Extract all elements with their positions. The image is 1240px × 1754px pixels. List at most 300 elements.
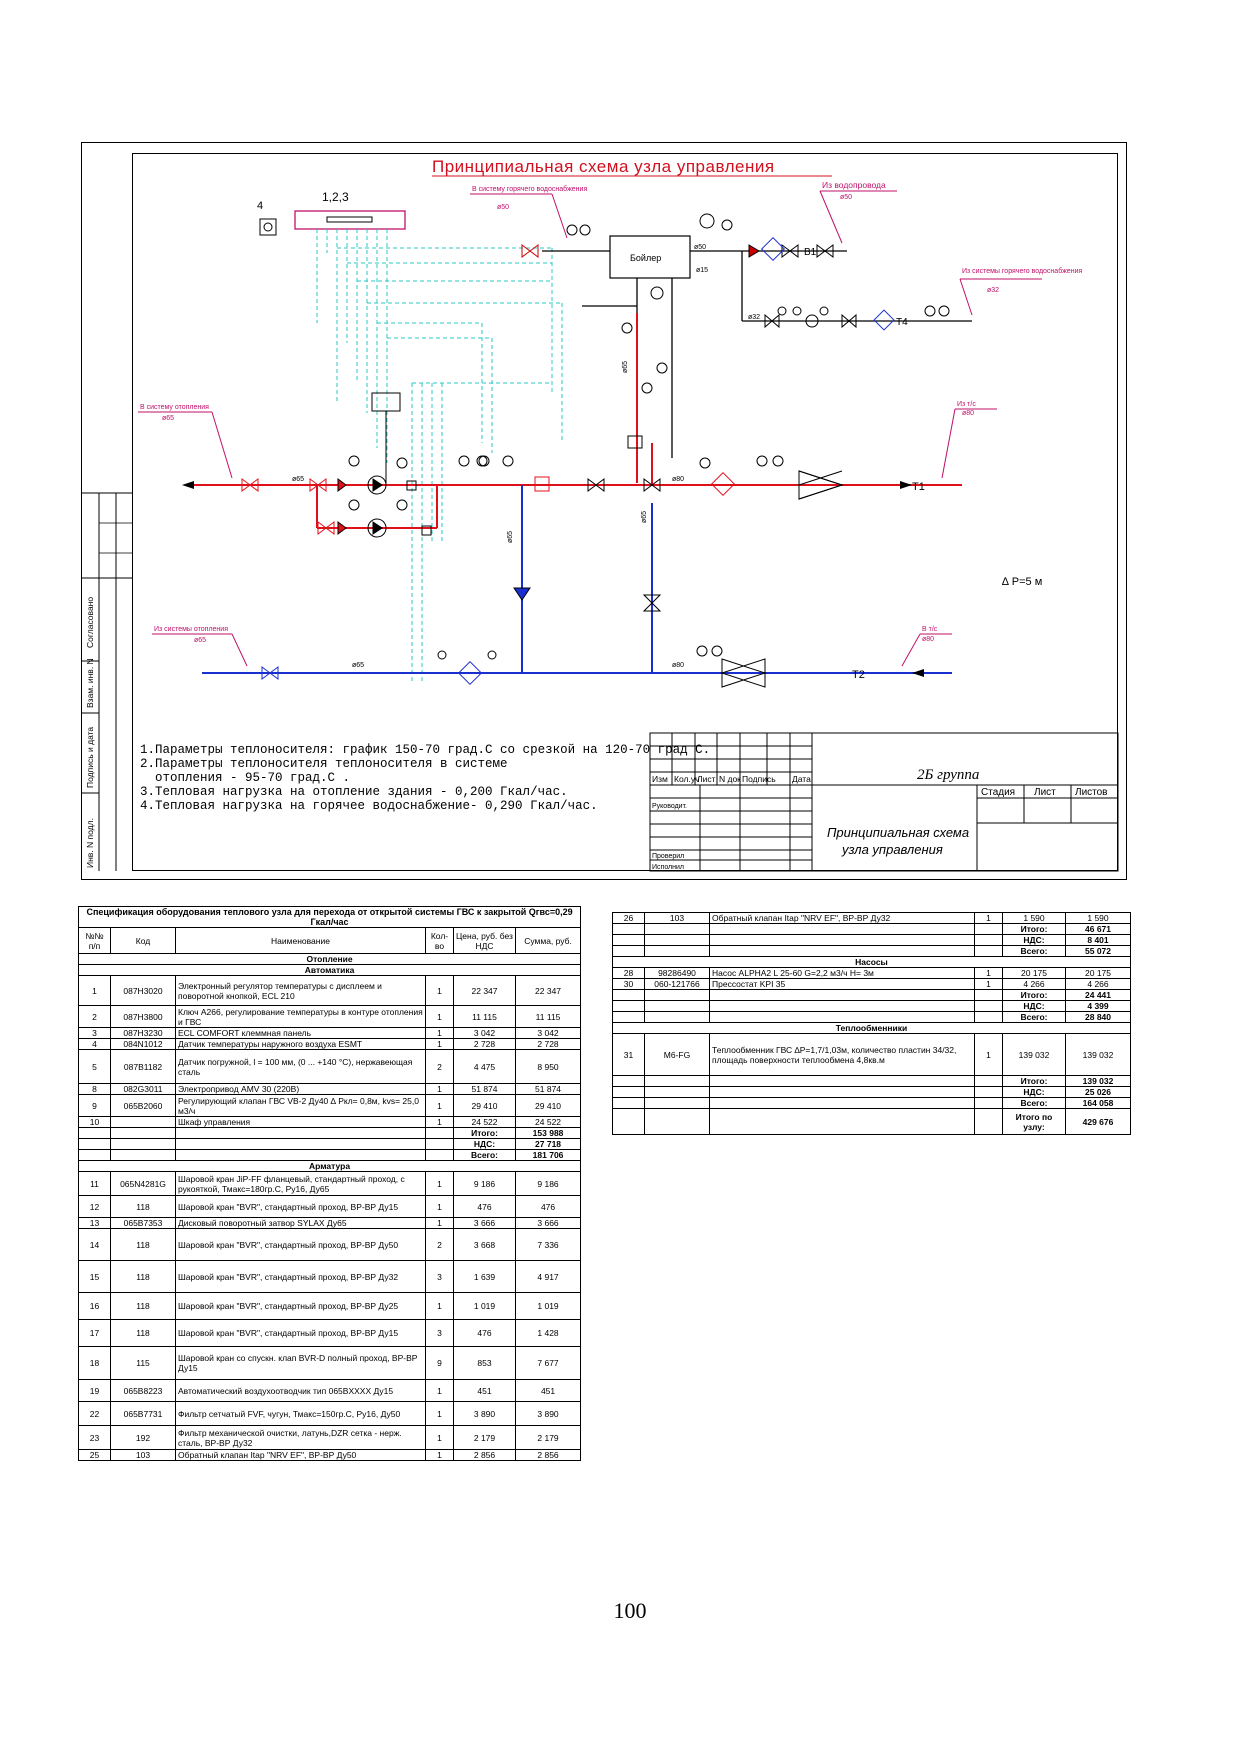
cell-code: 118	[111, 1196, 176, 1218]
cell-qty: 1	[426, 1039, 454, 1050]
cell-name: Теплообменник ГВС ∆Р=1,7/1,03м, количество пластин 34/32, площадь поверхности теплообмена 4,8кв.м	[710, 1034, 975, 1076]
cell-name: Фильтр сетчатый FVF, чугун, Тмакс=150гр.С, Ру16, Ду50	[176, 1402, 426, 1426]
empty-cell	[79, 1150, 111, 1161]
cell-price: 20 175	[1003, 968, 1066, 979]
totals-fittings	[613, 924, 1131, 957]
empty-cell	[975, 924, 1003, 935]
note-4: 4.Тепловая нагрузка на горячее водоснабжение- 0,290 Гкал/час.	[140, 799, 598, 813]
grand-total-label: Итого по узлу:	[1003, 1109, 1066, 1135]
section-automation: Автоматика	[79, 965, 581, 976]
svg-text:Из т/с: Из т/с	[957, 401, 976, 408]
svg-text:N док: N док	[719, 774, 741, 784]
svg-text:ø50: ø50	[497, 204, 510, 211]
cell-code: 087B1182	[111, 1050, 176, 1084]
empty-cell	[975, 935, 1003, 946]
empty-cell	[613, 1001, 645, 1012]
table-row	[613, 913, 1131, 924]
cell-n: 28	[613, 968, 645, 979]
total-row	[79, 1128, 581, 1139]
empty-cell	[613, 935, 645, 946]
cell-qty: 1	[426, 1293, 454, 1320]
label-to-ts	[902, 626, 952, 666]
empty-cell	[176, 1139, 426, 1150]
cell-n: 9	[79, 1095, 111, 1117]
cell-price: 2 728	[454, 1039, 516, 1050]
cell-price: 24 522	[454, 1117, 516, 1128]
cell-sum: 3 666	[516, 1218, 581, 1229]
table-row	[79, 1084, 581, 1095]
empty-cell	[710, 946, 975, 957]
cell-name: Шаровой кран "BVR", стандартный проход, ВР-ВР Ду25	[176, 1293, 426, 1320]
cell-sum: 11 115	[516, 1006, 581, 1028]
total-label: НДС:	[1003, 1001, 1066, 1012]
cell-qty: 1	[426, 1084, 454, 1095]
empty-cell	[975, 990, 1003, 1001]
note-1: 1.Параметры теплоносителя: график 150-70 град.С со срезкой на 120-70 град С.	[140, 743, 711, 757]
cell-price: 11 115	[454, 1006, 516, 1028]
total-row	[613, 1098, 1131, 1109]
dn65-heat-ret: ø65	[352, 662, 365, 669]
stamp-name-1: Принципиальная схема	[827, 825, 970, 840]
svg-text:В т/с: В т/с	[922, 626, 938, 633]
section-row	[79, 954, 581, 965]
svg-text:Из системы горячего водоснабже: Из системы горячего водоснабжения	[962, 268, 1083, 275]
label-from-ts	[942, 401, 997, 478]
cell-n: 4	[79, 1039, 111, 1050]
cell-qty: 1	[426, 1218, 454, 1229]
cell-sum: 22 347	[516, 976, 581, 1006]
col-header-n: №№ п/п	[79, 928, 111, 954]
cell-name: Электропривод AMV 30 (220В)	[176, 1084, 426, 1095]
total-label: Итого:	[1003, 1076, 1066, 1087]
label-from-water	[820, 180, 897, 243]
total-row	[613, 990, 1131, 1001]
svg-text:ø65: ø65	[194, 637, 207, 644]
cell-sum: 2 179	[516, 1426, 581, 1450]
spec-table-left	[78, 906, 581, 1461]
cell-qty: 1	[426, 1450, 454, 1461]
cell-name: Обратный клапан Itap "NRV EF", ВР-ВР Ду32	[710, 913, 975, 924]
total-value: 8 401	[1066, 935, 1131, 946]
empty-cell	[645, 1076, 710, 1087]
cell-price: 51 874	[454, 1084, 516, 1095]
cell-price: 3 890	[454, 1402, 516, 1426]
svg-text:Руководит.: Руководит.	[652, 803, 687, 810]
supply-line	[192, 313, 962, 528]
cell-qty: 1	[426, 1095, 454, 1117]
cell-code: 118	[111, 1320, 176, 1347]
cell-qty: 1	[426, 1006, 454, 1028]
cell-n: 15	[79, 1261, 111, 1293]
cell-name: Шкаф управления	[176, 1117, 426, 1128]
empty-cell	[710, 1087, 975, 1098]
t4-label: T4	[896, 317, 908, 328]
table-row	[79, 1347, 581, 1380]
dhw-piping	[542, 251, 975, 483]
col-header-qty: Кол-во	[426, 928, 454, 954]
cell-n: 12	[79, 1196, 111, 1218]
section-heat-exchangers: Теплообменники	[613, 1023, 1131, 1034]
cell-name: Автоматический воздухоотводчик тип 065BXXXX Ду15	[176, 1380, 426, 1402]
cell-name: Электронный регулятор температуры с дисплеем и поворотной кнопкой, ECL 210	[176, 976, 426, 1006]
svg-text:Из водопровода: Из водопровода	[822, 180, 886, 190]
cell-sum: 2 728	[516, 1039, 581, 1050]
cell-sum: 4 266	[1066, 979, 1131, 990]
total-label: НДС:	[1003, 935, 1066, 946]
diagram-title: Принципиальная схема узла управления	[432, 157, 775, 176]
total-row	[79, 1139, 581, 1150]
cell-n: 22	[79, 1402, 111, 1426]
cell-sum: 3 890	[516, 1402, 581, 1426]
table-row	[79, 1450, 581, 1461]
total-row	[613, 1087, 1131, 1098]
empty-cell	[613, 1076, 645, 1087]
cell-name: Прессостат KPI 35	[710, 979, 975, 990]
cell-qty: 1	[426, 1028, 454, 1039]
schematic-svg	[82, 143, 1128, 881]
cell-name: Фильтр механической очистки, латунь,DZR сетка - нерж. сталь, ВР-ВР Ду32	[176, 1426, 426, 1450]
svg-text:Подпись: Подпись	[742, 774, 776, 784]
cell-name: Ключ A266, регулирование температуры в контуре отопления и ГВС	[176, 1006, 426, 1028]
cell-code: 087H3800	[111, 1006, 176, 1028]
dn65-return: ø65	[641, 510, 648, 523]
cell-sum: 1 019	[516, 1293, 581, 1320]
cell-name: Шаровой кран со спускн. клап BVR-D полный проход, ВР-ВР Ду15	[176, 1347, 426, 1380]
cell-sum: 29 410	[516, 1095, 581, 1117]
cell-code: 087H3020	[111, 976, 176, 1006]
totals-heat-exchangers	[613, 1076, 1131, 1109]
total-row	[613, 1012, 1131, 1023]
cell-sum: 7 336	[516, 1229, 581, 1261]
dhw-elements	[522, 214, 949, 393]
total-label: Всего:	[1003, 946, 1066, 957]
total-label: Всего:	[1003, 1012, 1066, 1023]
totals-automation	[79, 1128, 581, 1161]
section-row	[79, 965, 581, 976]
empty-cell	[710, 935, 975, 946]
total-value: 46 671	[1066, 924, 1131, 935]
empty-cell	[613, 924, 645, 935]
table-row	[79, 1293, 581, 1320]
empty-cell	[79, 1139, 111, 1150]
cell-price: 2 179	[454, 1426, 516, 1450]
cell-code: 115	[111, 1347, 176, 1380]
spec-caption-row	[79, 907, 581, 928]
cell-code: 082G3011	[111, 1084, 176, 1095]
cell-code: 065B8223	[111, 1380, 176, 1402]
empty-cell	[975, 1001, 1003, 1012]
svg-text:Исполнил: Исполнил	[652, 864, 685, 871]
cell-code: 118	[111, 1229, 176, 1261]
cell-qty: 1	[426, 1426, 454, 1450]
empty-cell	[645, 946, 710, 957]
cell-n: 13	[79, 1218, 111, 1229]
empty-cell	[710, 1098, 975, 1109]
cell-price: 22 347	[454, 976, 516, 1006]
empty-cell	[710, 1012, 975, 1023]
total-label: Всего:	[454, 1150, 516, 1161]
empty-cell	[426, 1150, 454, 1161]
cell-qty: 2	[426, 1229, 454, 1261]
grand-total-value: 429 676	[1066, 1109, 1131, 1135]
cell-qty: 1	[975, 1034, 1003, 1076]
totals-pumps	[613, 990, 1131, 1023]
cell-sum: 7 677	[516, 1347, 581, 1380]
cell-price: 451	[454, 1380, 516, 1402]
cell-price: 476	[454, 1196, 516, 1218]
svg-text:ø80: ø80	[922, 636, 935, 643]
total-value: 181 706	[516, 1150, 581, 1161]
dn65-boiler: ø65	[622, 360, 629, 373]
boiler	[610, 236, 690, 278]
total-value: 28 840	[1066, 1012, 1131, 1023]
cell-qty: 1	[975, 913, 1003, 924]
b1-label: B1	[804, 247, 817, 258]
svg-text:ø50: ø50	[840, 194, 853, 201]
table-row	[79, 1402, 581, 1426]
rows-fittings	[79, 1172, 581, 1461]
table-row	[79, 1229, 581, 1261]
cell-n: 3	[79, 1028, 111, 1039]
cell-qty: 1	[426, 1380, 454, 1402]
table-row	[79, 1117, 581, 1128]
cell-sum: 51 874	[516, 1084, 581, 1095]
table-row	[79, 1172, 581, 1196]
cell-qty: 1	[426, 976, 454, 1006]
cell-sum: 451	[516, 1380, 581, 1402]
cell-sum: 20 175	[1066, 968, 1131, 979]
cell-qty: 1	[426, 1196, 454, 1218]
title-block-text	[652, 767, 1108, 871]
cell-n: 14	[79, 1229, 111, 1261]
total-label: Всего:	[1003, 1098, 1066, 1109]
cell-n: 31	[613, 1034, 645, 1076]
dn65-supply: ø65	[292, 476, 305, 483]
cell-name: Шаровой кран "BVR", стандартный проход, ВР-ВР Ду32	[176, 1261, 426, 1293]
cell-price: 3 042	[454, 1028, 516, 1039]
empty-cell	[613, 990, 645, 1001]
cell-n: 1	[79, 976, 111, 1006]
cell-price: 476	[454, 1320, 516, 1347]
cell-code: 060-121766	[645, 979, 710, 990]
dn80-supply: ø80	[672, 476, 685, 483]
cell-qty: 9	[426, 1347, 454, 1380]
empty-cell	[111, 1128, 176, 1139]
svg-text:Кол.уч: Кол.уч	[674, 774, 700, 784]
total-row	[613, 924, 1131, 935]
cell-code: 103	[645, 913, 710, 924]
svg-text:Изм: Изм	[652, 774, 668, 784]
spec-caption: Спецификация оборудования теплового узла для перехода от открытой системы ГВС к закрытой Qгвс=0,29 Гкал/час	[79, 907, 581, 928]
cell-n: 8	[79, 1084, 111, 1095]
table-row	[79, 1039, 581, 1050]
rows-pumps	[613, 968, 1131, 990]
table-row	[79, 976, 581, 1006]
cell-sum: 476	[516, 1196, 581, 1218]
empty-cell	[710, 924, 975, 935]
return-line	[202, 485, 952, 673]
cell-sum: 8 950	[516, 1050, 581, 1084]
total-value: 139 032	[1066, 1076, 1131, 1087]
cell-name: Шаровой кран "BVR", стандартный проход, ВР-ВР Ду50	[176, 1229, 426, 1261]
cell-qty: 3	[426, 1261, 454, 1293]
svg-text:ø80: ø80	[962, 410, 975, 417]
svg-text:Стадия: Стадия	[981, 787, 1016, 798]
cell-sum: 1 590	[1066, 913, 1131, 924]
empty-cell	[645, 1012, 710, 1023]
col-header-code: Код	[111, 928, 176, 954]
col-header-name: Наименование	[176, 928, 426, 954]
cell-price: 1 590	[1003, 913, 1066, 924]
label-from-hw	[960, 267, 1082, 315]
controller-box	[295, 190, 405, 229]
cell-code: 192	[111, 1426, 176, 1450]
svg-text:Листов: Листов	[1075, 787, 1108, 798]
label-to-heating	[138, 404, 232, 478]
empty-cell	[613, 1012, 645, 1023]
note-2b: отопления - 95-70 град.С .	[140, 771, 351, 785]
svg-text:Лист: Лист	[1034, 787, 1056, 798]
cell-name: Датчик погружной, l = 100 мм, (0 ... +140 °С), нержавеющая сталь	[176, 1050, 426, 1084]
cell-price: 2 856	[454, 1450, 516, 1461]
cell-price: 29 410	[454, 1095, 516, 1117]
cell-sum: 4 917	[516, 1261, 581, 1293]
total-label: Итого:	[454, 1128, 516, 1139]
table-row	[79, 1196, 581, 1218]
item-4-label: 4	[257, 200, 264, 212]
cell-name: Дисковый поворотный затвор SYLAX Ду65	[176, 1218, 426, 1229]
total-label: НДС:	[454, 1139, 516, 1150]
cell-price: 1 019	[454, 1293, 516, 1320]
item-123-label: 1,2,3	[322, 190, 349, 204]
row-26	[613, 913, 1131, 924]
empty-cell	[426, 1139, 454, 1150]
total-value: 24 441	[1066, 990, 1131, 1001]
section-row	[79, 1161, 581, 1172]
cell-n: 2	[79, 1006, 111, 1028]
empty-cell	[645, 1001, 710, 1012]
empty-cell	[645, 990, 710, 1001]
empty-cell	[975, 1098, 1003, 1109]
cell-name: ECL COMFORT клеммная панель	[176, 1028, 426, 1039]
table-row	[79, 1426, 581, 1450]
svg-text:Дата: Дата	[792, 774, 811, 784]
cell-code: 065B7731	[111, 1402, 176, 1426]
notes	[140, 743, 710, 813]
col-header-sum: Сумма, руб.	[516, 928, 581, 954]
row-31	[613, 1034, 1131, 1076]
empty-cell	[975, 1087, 1003, 1098]
cell-qty: 3	[426, 1320, 454, 1347]
cell-sum: 139 032	[1066, 1034, 1131, 1076]
cell-n: 11	[79, 1172, 111, 1196]
cell-price: 139 032	[1003, 1034, 1066, 1076]
supply-elements	[242, 393, 842, 537]
dn50-boiler: ø50	[694, 244, 707, 251]
cell-code: 087H3230	[111, 1028, 176, 1039]
cell-price: 3 666	[454, 1218, 516, 1229]
cell-sum: 3 042	[516, 1028, 581, 1039]
empty-cell	[613, 1098, 645, 1109]
total-value: 4 399	[1066, 1001, 1131, 1012]
cell-qty: 1	[426, 1117, 454, 1128]
side-stamp-sign: Подпись и дата	[85, 726, 95, 788]
total-row	[613, 1076, 1131, 1087]
total-row	[613, 935, 1131, 946]
cell-n: 30	[613, 979, 645, 990]
table-row	[613, 1034, 1131, 1076]
cell-sum: 9 186	[516, 1172, 581, 1196]
col-header-price: Цена, руб. без НДС	[454, 928, 516, 954]
svg-text:ø65: ø65	[162, 415, 175, 422]
empty-cell	[426, 1128, 454, 1139]
table-row	[79, 1050, 581, 1084]
dn15-boiler: ø15	[696, 267, 709, 274]
svg-text:ø32: ø32	[987, 287, 1000, 294]
table-row	[79, 1095, 581, 1117]
empty-cell	[975, 1012, 1003, 1023]
table-row	[613, 979, 1131, 990]
svg-text:Из системы отопления: Из системы отопления	[154, 626, 228, 633]
table-row	[79, 1320, 581, 1347]
side-stamp-agreed: Согласовано	[85, 596, 95, 648]
cell-code: 103	[111, 1450, 176, 1461]
label-from-heating	[152, 626, 247, 666]
cell-code: 98286490	[645, 968, 710, 979]
empty-cell	[710, 990, 975, 1001]
dp-label: ∆ P=5 м	[1002, 576, 1043, 588]
outdoor-sensor	[257, 200, 276, 235]
section-row	[613, 1023, 1131, 1034]
cell-n: 17	[79, 1320, 111, 1347]
empty-cell	[975, 1076, 1003, 1087]
empty-cell	[613, 946, 645, 957]
drawing-sheet	[81, 142, 1127, 880]
table-row	[79, 1380, 581, 1402]
cell-sum: 24 522	[516, 1117, 581, 1128]
svg-text:Проверил: Проверил	[652, 853, 685, 860]
table-row	[613, 968, 1131, 979]
cell-name: Шаровой кран "BVR", стандартный проход, ВР-ВР Ду15	[176, 1320, 426, 1347]
cell-n: 16	[79, 1293, 111, 1320]
svg-text:В систему горячего водоснабжен: В систему горячего водоснабжения	[472, 186, 588, 193]
cell-code: 065B7353	[111, 1218, 176, 1229]
cell-name: Шаровой кран "BVR", стандартный проход, ВР-ВР Ду15	[176, 1196, 426, 1218]
table-row	[79, 1028, 581, 1039]
empty-cell	[710, 1001, 975, 1012]
boiler-label: Бойлер	[630, 253, 662, 263]
total-label: НДС:	[1003, 1087, 1066, 1098]
cell-price: 1 639	[454, 1261, 516, 1293]
rows-automation	[79, 976, 581, 1128]
empty-cell	[710, 1076, 975, 1087]
side-stamp-replace: Взам. инв. N	[85, 658, 95, 708]
cell-qty: 2	[426, 1050, 454, 1084]
cell-code: 118	[111, 1261, 176, 1293]
cell-qty: 1	[975, 979, 1003, 990]
t2-label: T2	[852, 669, 865, 681]
total-value: 153 988	[516, 1128, 581, 1139]
empty-cell	[645, 1098, 710, 1109]
section-fittings: Арматура	[79, 1161, 581, 1172]
cell-code: 065N4281G	[111, 1172, 176, 1196]
cell-name: Насос ALPHA2 L 25-60 G=2,2 м3/ч H= 3м	[710, 968, 975, 979]
note-3: 3.Тепловая нагрузка на отопление здания - 0,200 Гкал/час.	[140, 785, 568, 799]
cell-price: 4 475	[454, 1050, 516, 1084]
cell-name: Шаровой кран JiP-FF фланцевый, стандартный проход, с рукояткой, Тмакс=180гр.С, Ру16, Ду65	[176, 1172, 426, 1196]
section-row	[613, 957, 1131, 968]
empty-cell	[645, 935, 710, 946]
